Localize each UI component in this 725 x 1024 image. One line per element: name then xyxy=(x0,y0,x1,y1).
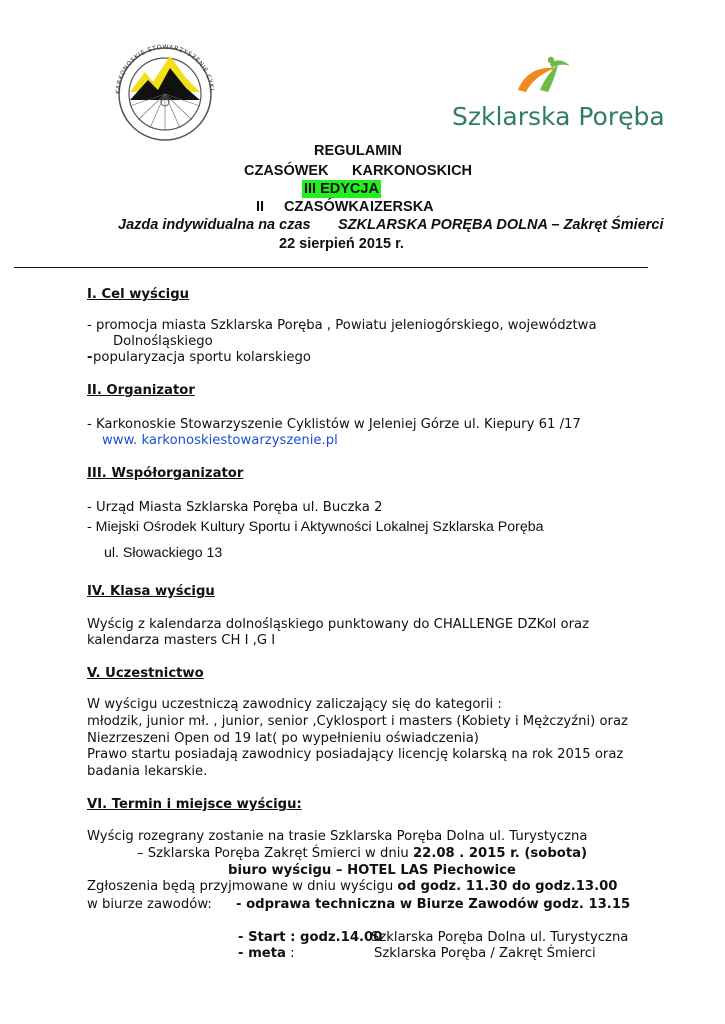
szklarska-poreba-logo-text: Szklarska Poręba xyxy=(452,102,665,131)
title-line-6: 22 sierpień 2015 r. xyxy=(279,236,404,252)
ksc-logo-ring-text: KARKONOSKIE STOWARZYSZENIE CYKL xyxy=(114,43,216,95)
section-1-line-1: - promocja miasta Szklarska Poręba , Powiatu jeleniogórskiego, województwa xyxy=(87,318,597,333)
section-6-heading: VI. Termin i miejsce wyścigu: xyxy=(87,797,302,812)
finish-location: Szklarska Poręba / Zakręt Śmierci xyxy=(374,946,596,961)
section-6-line-2 xyxy=(137,846,587,862)
title-line-1: REGULAMIN xyxy=(314,143,402,159)
technical-briefing: - odprawa techniczna w Biurze Zawodów godz. 13.15 xyxy=(236,897,631,912)
finish-colon: : xyxy=(285,946,295,961)
ksc-logo-graphic xyxy=(108,42,222,142)
finish-label: - meta xyxy=(238,946,286,961)
organizer-website-link[interactable]: www. karkonoskiestowarzyszenie.pl xyxy=(102,433,338,448)
title-line-5a: Jazda indywidualna na czas xyxy=(118,217,311,233)
title-line-4a: II xyxy=(256,199,265,215)
section-3-heading: III. Współorganizator xyxy=(87,466,244,481)
title-line-4b: CZASÓWKA xyxy=(284,199,370,215)
section-5-line-4: Prawo startu posiadają zawodnicy posiadający licencję kolarską na rok 2015 oraz xyxy=(87,747,624,762)
title-divider xyxy=(14,267,648,268)
section-3-line-2: - Miejski Ośrodek Kultury Sportu i Aktywności Lokalnej Szklarska Poręba xyxy=(87,519,544,535)
race-date: 22.08 . 2015 r. (sobota) xyxy=(412,846,588,861)
start-location: Szklarska Poręba Dolna ul. Turystyczna xyxy=(371,930,629,945)
section-1-line-2: Dolnośląskiego xyxy=(113,334,213,349)
section-6-line-5a: w biurze zawodów: xyxy=(87,897,212,912)
section-1-line-3: popularyzacja sportu kolarskiego xyxy=(93,350,311,365)
ksc-logo xyxy=(108,42,222,142)
section-5-line-5: badania lekarskie. xyxy=(87,764,208,779)
szklarska-poreba-logo xyxy=(452,54,665,134)
section-6-line-1: Wyścig rozegrany zostanie na trasie Szklarska Poręba Dolna ul. Turystyczna xyxy=(87,829,588,844)
title-line-5b: SZKLARSKA PORĘBA DOLNA – Zakręt Śmierci xyxy=(338,217,664,233)
section-1-dash: - xyxy=(87,350,93,365)
title-line-4c: IZERSKA xyxy=(370,199,434,215)
section-5-line-3: Niezrzeszeni Open od 19 lat( po wypełnieniu oświadczenia) xyxy=(87,731,479,746)
section-6-line-2-text: – Szklarska Poręba Zakręt Śmierci w dniu xyxy=(137,846,413,861)
section-4-line-1: Wyścig z kalendarza dolnośląskiego punktowany do CHALLENGE DZKol oraz xyxy=(87,617,590,632)
section-1-heading: I. Cel wyścigu xyxy=(87,287,190,302)
section-2-line-1: - Karkonoskie Stowarzyszenie Cyklistów w Jeleniej Górze ul. Kiepury 61 /17 xyxy=(87,417,581,432)
section-4-heading: IV. Klasa wyścigu xyxy=(87,584,215,599)
start-time: - Start : godz.14.00 xyxy=(238,930,383,945)
title-edition-highlight: III EDYCJA xyxy=(304,181,379,197)
title-line-2a: CZASÓWEK xyxy=(244,163,329,179)
section-5-line-2: młodzik, junior mł. , junior, senior ,Cyklosport i masters (Kobiety i Mężczyźni) oraz xyxy=(87,714,628,729)
section-2-heading: II. Organizator xyxy=(87,383,195,398)
section-3-line-3: ul. Słowackiego 13 xyxy=(104,545,223,561)
section-5-line-1: W wyścigu uczestniczą zawodnicy zaliczający się do kategorii : xyxy=(87,697,502,712)
title-line-2b: KARKONOSKICH xyxy=(352,163,473,179)
registration-text: Zgłoszenia będą przyjmowane w dniu wyścigu xyxy=(87,879,398,894)
section-6-line-4 xyxy=(87,879,617,895)
race-office: biuro wyścigu – HOTEL LAS Piechowice xyxy=(228,863,516,878)
finish-line xyxy=(238,946,295,962)
registration-hours: od godz. 11.30 do godz.13.00 xyxy=(397,879,618,894)
section-4-line-2: kalendarza masters CH I ,G I xyxy=(87,633,276,648)
section-5-heading: V. Uczestnictwo xyxy=(87,666,204,681)
swoosh-icon xyxy=(452,54,627,94)
section-3-line-1: - Urząd Miasta Szklarska Poręba ul. Buczka 2 xyxy=(87,500,383,515)
